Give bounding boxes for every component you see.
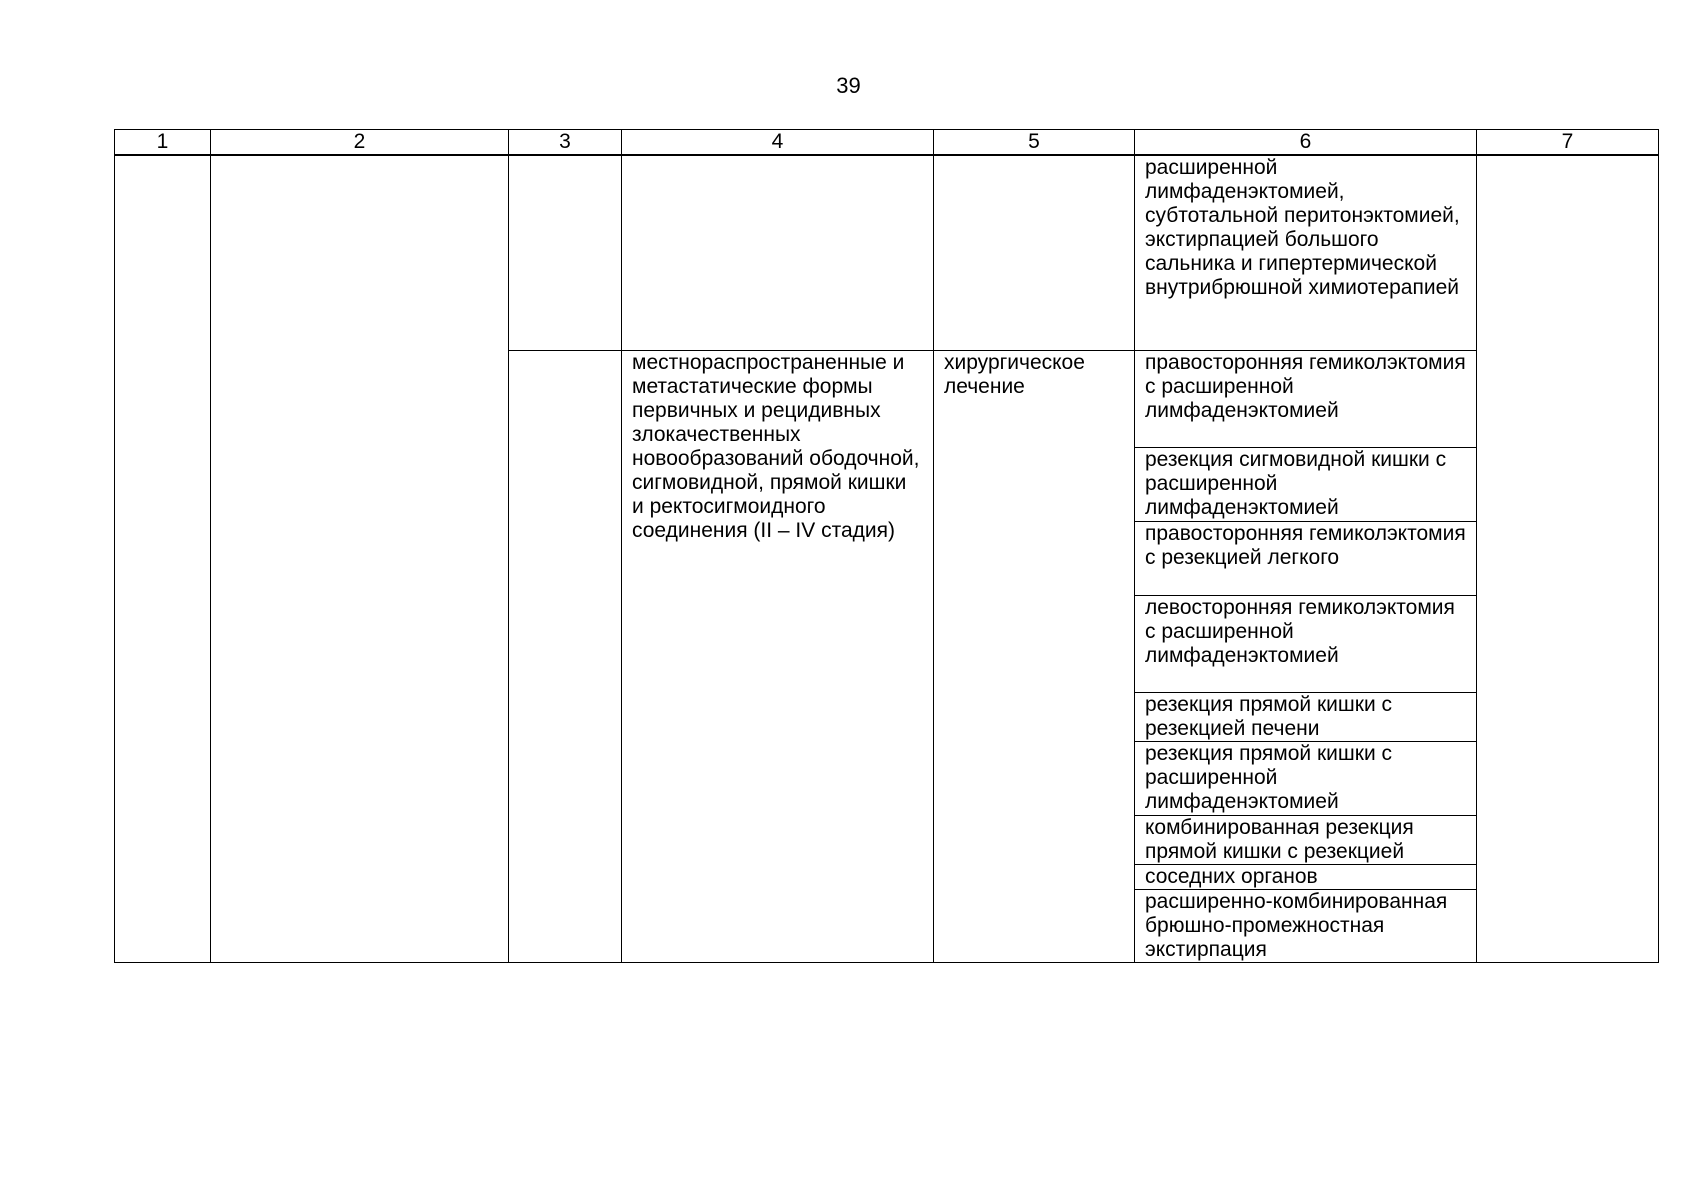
page-number: 39 [836, 73, 861, 98]
col2-cell [211, 155, 509, 962]
disease-description: местнораспространенные и метастатические формы первичных и рецидивных злокачественных новообразований ободочной, сигмовидной, прямой кишки и ректосигмоидного соединения (II – IV стадия) [622, 350, 934, 962]
header-cell-1: 1 [115, 130, 211, 156]
col3-top-cell [509, 155, 622, 350]
header-cell-7: 7 [1477, 130, 1659, 156]
table-header-row [115, 130, 1659, 156]
procedure-item: расширенно-комбинированная брюшно-промежностная экстирпация [1135, 889, 1477, 962]
header-cell-3: 3 [509, 130, 622, 156]
col3-group-cell [509, 350, 622, 962]
header-cell-6: 6 [1135, 130, 1477, 156]
col4-top-cell [622, 155, 934, 350]
col6-top-cell: расширенной лимфаденэктомией, субтотальной перитонэктомией, экстирпацией большого сальника и гипертермической внутрибрюшной химиотерапией [1135, 155, 1477, 350]
procedure-item: соседних органов [1135, 864, 1477, 889]
procedure-item: резекция прямой кишки с расширенной лимфаденэктомией [1135, 741, 1477, 815]
header-cell-4: 4 [622, 130, 934, 156]
procedure-item: правосторонняя гемиколэктомия с резекцией легкого [1135, 521, 1477, 595]
header-cell-5: 5 [934, 130, 1135, 156]
header-cell-2: 2 [211, 130, 509, 156]
treatment-type: хирургическое лечение [934, 350, 1135, 962]
procedure-item: резекция прямой кишки с резекцией печени [1135, 692, 1477, 741]
procedure-item: правосторонняя гемиколэктомия с расширенной лимфаденэктомией [1135, 350, 1477, 447]
procedure-item: резекция сигмовидной кишки с расширенной лимфаденэктомией [1135, 447, 1477, 521]
col1-cell [115, 155, 211, 962]
procedures-table [114, 129, 1659, 963]
col5-top-cell [934, 155, 1135, 350]
procedure-item: комбинированная резекция прямой кишки с резекцией [1135, 815, 1477, 864]
col7-cell [1477, 155, 1659, 962]
procedure-item: левосторонняя гемиколэктомия с расширенной лимфаденэктомией [1135, 595, 1477, 692]
table-row [115, 155, 1659, 350]
